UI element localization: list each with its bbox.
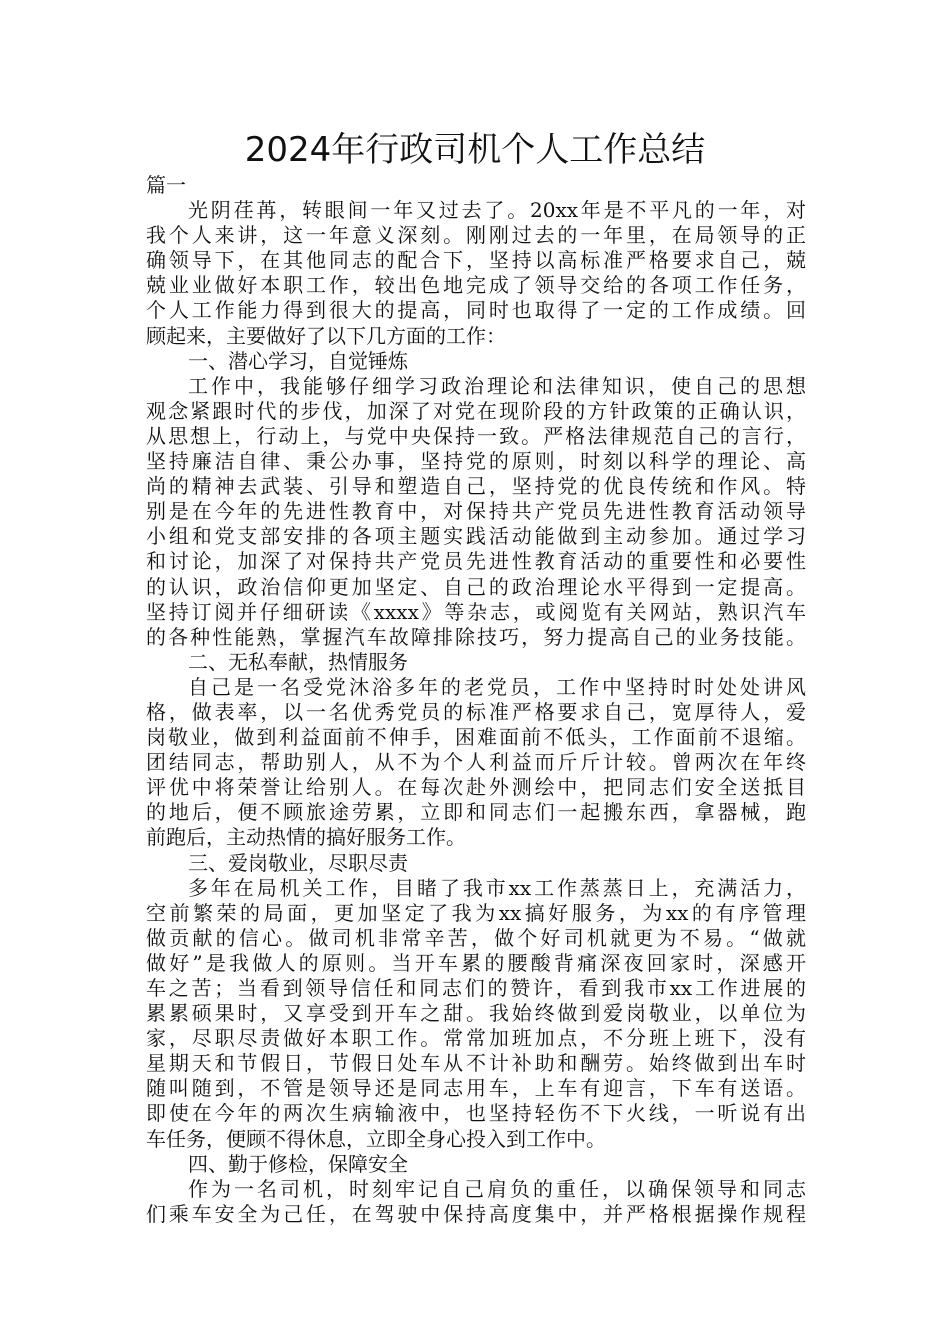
text-line: 观念紧跟时代的步伐，加深了对党在现阶段的方针政策的正确认识， — [146, 398, 806, 423]
text-line: 我个人来讲，这一年意义深刻。刚刚过去的一年里，在局领导的正 — [146, 223, 806, 248]
text-line: 确领导下，在其他同志的配合下，坚持以高标准严格要求自己，兢 — [146, 248, 806, 273]
text-line: 二、无私奉献，热情服务 — [188, 649, 408, 674]
text-line: 们乘车安全为己任，在驾驶中保持高度集中，并严格根据操作规程 — [146, 1201, 806, 1226]
text-line: 和讨论，加深了对保持共产党员先进性教育活动的重要性和必要性 — [146, 549, 806, 574]
text-line: 累累硕果时，又享受到开车之甜。我始终做到爱岗敬业，以单位为 — [146, 1001, 806, 1026]
text-line: 的地后，便不顾旅途劳累，立即和同志们一起搬东西，拿器械，跑 — [146, 800, 806, 825]
text-line: 四、勤于修检，保障安全 — [188, 1151, 408, 1176]
text-line: 自己是一名受党沐浴多年的老党员，工作中坚持时时处处讲风 — [188, 674, 806, 699]
text-line: 三、爱岗敬业，尽职尽责 — [188, 850, 408, 875]
text-line: 车之苦；当看到领导信任和同志们的赞许，看到我市xx工作进展的 — [146, 976, 806, 1000]
text-line: 家，尽职尽责做好本职工作。常常加班加点，不分班上班下，没有 — [146, 1026, 806, 1051]
text-line: 的各种性能熟，掌握汽车故障排除技巧，努力提高自己的业务技能。 — [146, 624, 806, 649]
text-line: 多年在局机关工作，目睹了我市xx工作蒸蒸日上，充满活力， — [188, 875, 806, 900]
text-line: 前跑后，主动热情的搞好服务工作。 — [146, 825, 466, 850]
text-line: 顾起来，主要做好了以下几方面的工作： — [146, 323, 506, 348]
document-title: 2024年行政司机个人工作总结 — [244, 130, 706, 170]
text-line: 尚的精神去武装、引导和塑造自己，坚持党的优良传统和作风。特 — [146, 474, 806, 499]
text-line: 一、潜心学习，自觉锤炼 — [188, 348, 408, 373]
text-line: 岗敬业，做到利益面前不伸手，困难面前不低头，工作面前不退缩。 — [146, 725, 806, 750]
document-body — [146, 173, 806, 1227]
text-line: 作为一名司机，时刻牢记自己肩负的重任，以确保领导和同志 — [188, 1176, 806, 1201]
text-line: 从思想上，行动上，与党中央保持一致。严格法律规范自己的言行， — [146, 423, 806, 448]
text-line: 小组和党支部安排的各项主题实践活动能做到主动参加。通过学习 — [146, 524, 806, 549]
text-line: 评优中将荣誉让给别人。在每次赴外测绘中，把同志们安全送抵目 — [146, 775, 806, 800]
text-line: 光阴荏苒，转眼间一年又过去了。20xx年是不平凡的一年，对 — [188, 198, 806, 223]
text-line: 做贡献的信心。做司机非常辛苦，做个好司机就更为不易。“做就 — [146, 925, 806, 950]
text-line: 车任务，便顾不得休息，立即全身心投入到工作中。 — [146, 1126, 606, 1151]
text-line: 坚持廉洁自律、秉公办事，坚持党的原则，时刻以科学的理论、高 — [146, 449, 806, 474]
text-line: 空前繁荣的局面，更加坚定了我为xx搞好服务，为xx的有序管理 — [146, 900, 806, 925]
text-line: 个人工作能力得到很大的提高，同时也取得了一定的工作成绩。回 — [146, 298, 806, 323]
text-line: 做好”是我做人的原则。当开车累的腰酸背痛深夜回家时，深感开 — [146, 950, 806, 975]
text-line: 星期天和节假日，节假日处车从不计补助和酬劳。始终做到出车时 — [146, 1051, 806, 1076]
text-line: 团结同志，帮助别人，从不为个人利益而斤斤计较。曾两次在年终 — [146, 750, 806, 775]
text-line: 坚持订阅并仔细研读《xxxx》等杂志，或阅览有关网站，熟识汽车 — [146, 599, 806, 624]
text-line: 篇一 — [146, 173, 186, 197]
text-line: 兢业业做好本职工作，较出色地完成了领导交给的各项工作任务， — [146, 273, 806, 298]
text-line: 工作中，我能够仔细学习政治理论和法律知识，使自己的思想 — [188, 373, 806, 398]
text-line: 随叫随到，不管是领导还是同志用车，上车有迎言，下车有送语。 — [146, 1076, 806, 1101]
text-line: 的认识，政治信仰更加坚定、自己的政治理论水平得到一定提高。 — [146, 574, 806, 599]
text-line: 即使在今年的两次生病输液中，也坚持轻伤不下火线，一听说有出 — [146, 1101, 806, 1126]
text-line: 别是在今年的先进性教育中，对保持共产党员先进性教育活动领导 — [146, 499, 806, 524]
text-line: 格，做表率，以一名优秀党员的标准严格要求自己，宽厚待人，爱 — [146, 699, 806, 724]
